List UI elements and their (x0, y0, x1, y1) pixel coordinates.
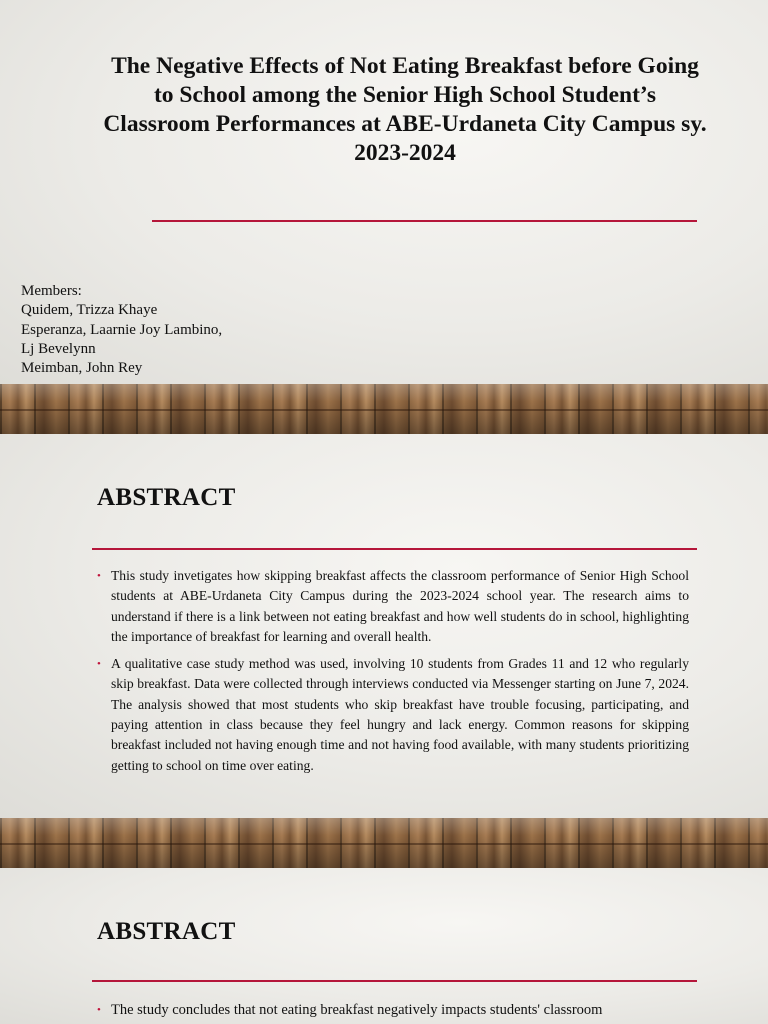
abstract-bullets (97, 1000, 689, 1024)
bullet-text: This study invetigates how skipping breakfast affects the classroom performance of Senior High School students at ABE-Urdaneta City Campus during the 2023-2024 school year. The research aims to understand if there is a link between not eating breakfast and how well students do in school, highlighting the importance of breakfast for learning and overall health. (111, 568, 689, 644)
member-name: Quidem, Trizza Khaye (21, 302, 158, 319)
abstract-bullets (97, 566, 689, 783)
bullet-icon: • (97, 570, 101, 582)
members-list (21, 282, 222, 378)
heading-divider (92, 980, 697, 982)
member-name: Meimban, John Rey (21, 360, 143, 377)
heading-divider (92, 548, 697, 550)
wood-floor-divider (0, 384, 768, 434)
slide-abstract-1 (0, 434, 768, 818)
wood-floor-divider (0, 818, 768, 868)
list-item (97, 1000, 689, 1020)
bullet-icon: • (97, 658, 101, 671)
bullet-text: A qualitative case study method was used, involving 10 students from Grades 11 and 12 who regularly skip breakfast. Data were collected through interviews conducted via Messenger starting on June 7, 2024. The analysis showed that most students who skip breakfast have trouble focusing, participating, and paying attention in class because they feel hungry and lack energy. Common reasons for skipping breakfast included not having enough time and not having food available, with many students prioritizing getting to school on time over eating. (111, 656, 689, 773)
bullet-text: The study concludes that not eating breakfast negatively impacts students' classroom (111, 1002, 603, 1018)
slide-title (0, 0, 768, 384)
title-divider (152, 220, 697, 222)
member-name: Esperanza, Laarnie Joy Lambino, (21, 321, 223, 338)
slide-title-heading: The Negative Effects of Not Eating Breakfast before Going to School among the Senior High School Student’s Classroom Performances at ABE-Urdaneta City Campus sy. 2023-2024 (103, 53, 707, 166)
slide-abstract-2 (0, 868, 768, 1024)
abstract-heading: ABSTRACT (97, 484, 236, 511)
abstract-heading: ABSTRACT (97, 918, 236, 945)
list-item (97, 654, 689, 776)
members-heading: Members: (21, 283, 82, 299)
bullet-icon: • (97, 1004, 101, 1016)
list-item (97, 566, 689, 647)
member-name: Lj Bevelynn (21, 340, 96, 357)
